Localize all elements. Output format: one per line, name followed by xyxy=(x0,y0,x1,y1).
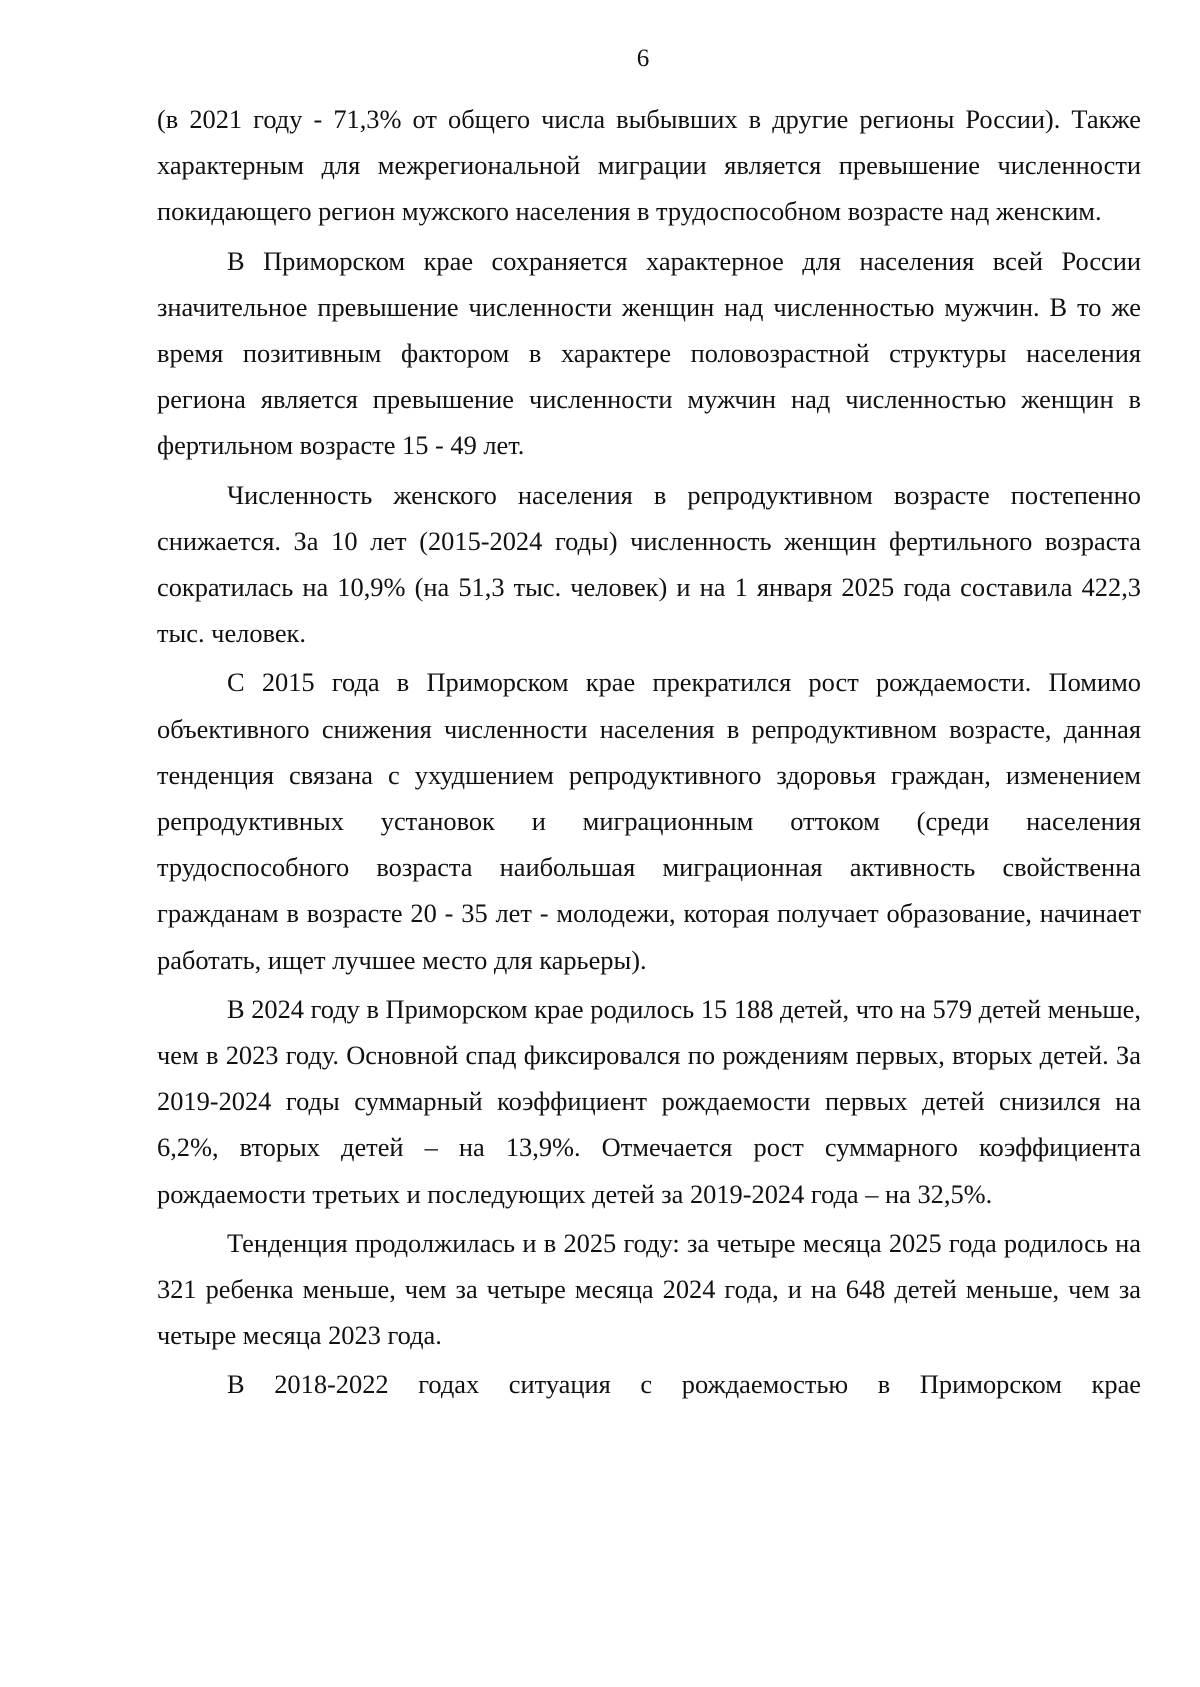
paragraph-gender-structure: В Приморском крае сохраняется характерное для населения всей России значительное превышение численности женщин над численностью мужчин. В то же время позитивным фактором в характере половозрастной структуры населения региона является превышение численности мужчин над численностью женщин в фертильном возрасте 15 - 49 лет. xyxy=(157,245,1141,461)
paragraph-female-population: Численность женского населения в репродуктивном возрасте постепенно снижается. За 10 лет (2015-2024 годы) численность женщин фертильного возраста сократилась на 10,9% (на 51,3 тыс. человек) и на 1 января 2025 года составила 422,3 тыс. человек. xyxy=(157,479,1141,649)
paragraph-2018-2022: В 2018-2022 годах ситуация с рождаемостью в Приморском крае xyxy=(227,1369,1141,1400)
paragraph-continuation: (в 2021 году - 71,3% от общего числа выбывших в другие регионы России). Также характерным для межрегиональной миграции является превышение численности покидающего регион мужского населения в трудоспособном возрасте над женским. xyxy=(157,104,1141,227)
paragraph-birth-rate-trend: С 2015 года в Приморском крае прекратился рост рождаемости. Помимо объективного снижения численности населения в репродуктивном возрасте, данная тенденция связана с ухудшением репродуктивного здоровья граждан, изменением репродуктивных установок и миграционным оттоком (среди населения трудоспособного возраста наибольшая миграционная активность свойственна гражданам в возрасте 20 - 35 лет - молодежи, которая получает образование, начинает работать, ищет лучшее место для карьеры). xyxy=(157,667,1141,975)
paragraph-births-2025: Тенденция продолжилась и в 2025 году: за четыре месяца 2025 года родилось на 321 ребенка меньше, чем за четыре месяца 2024 года, и на 648 детей меньше, чем за четыре месяца 2023 года. xyxy=(157,1227,1141,1351)
document-body xyxy=(157,96,1141,1411)
page-number: 6 xyxy=(636,45,650,72)
paragraph-births-2024: В 2024 году в Приморском крае родилось 15 188 детей, что на 579 детей меньше, чем в 2023 году. Основной спад фиксировался по рождениям первых, вторых детей. За 2019-2024 годы суммарный коэффициент рождаемости первых детей снизился на 6,2%, вторых детей – на 13,9%. Отмечается рост суммарного коэффициента рождаемости третьих и последующих детей за 2019-2024 года – на 32,5%. xyxy=(157,993,1141,1209)
